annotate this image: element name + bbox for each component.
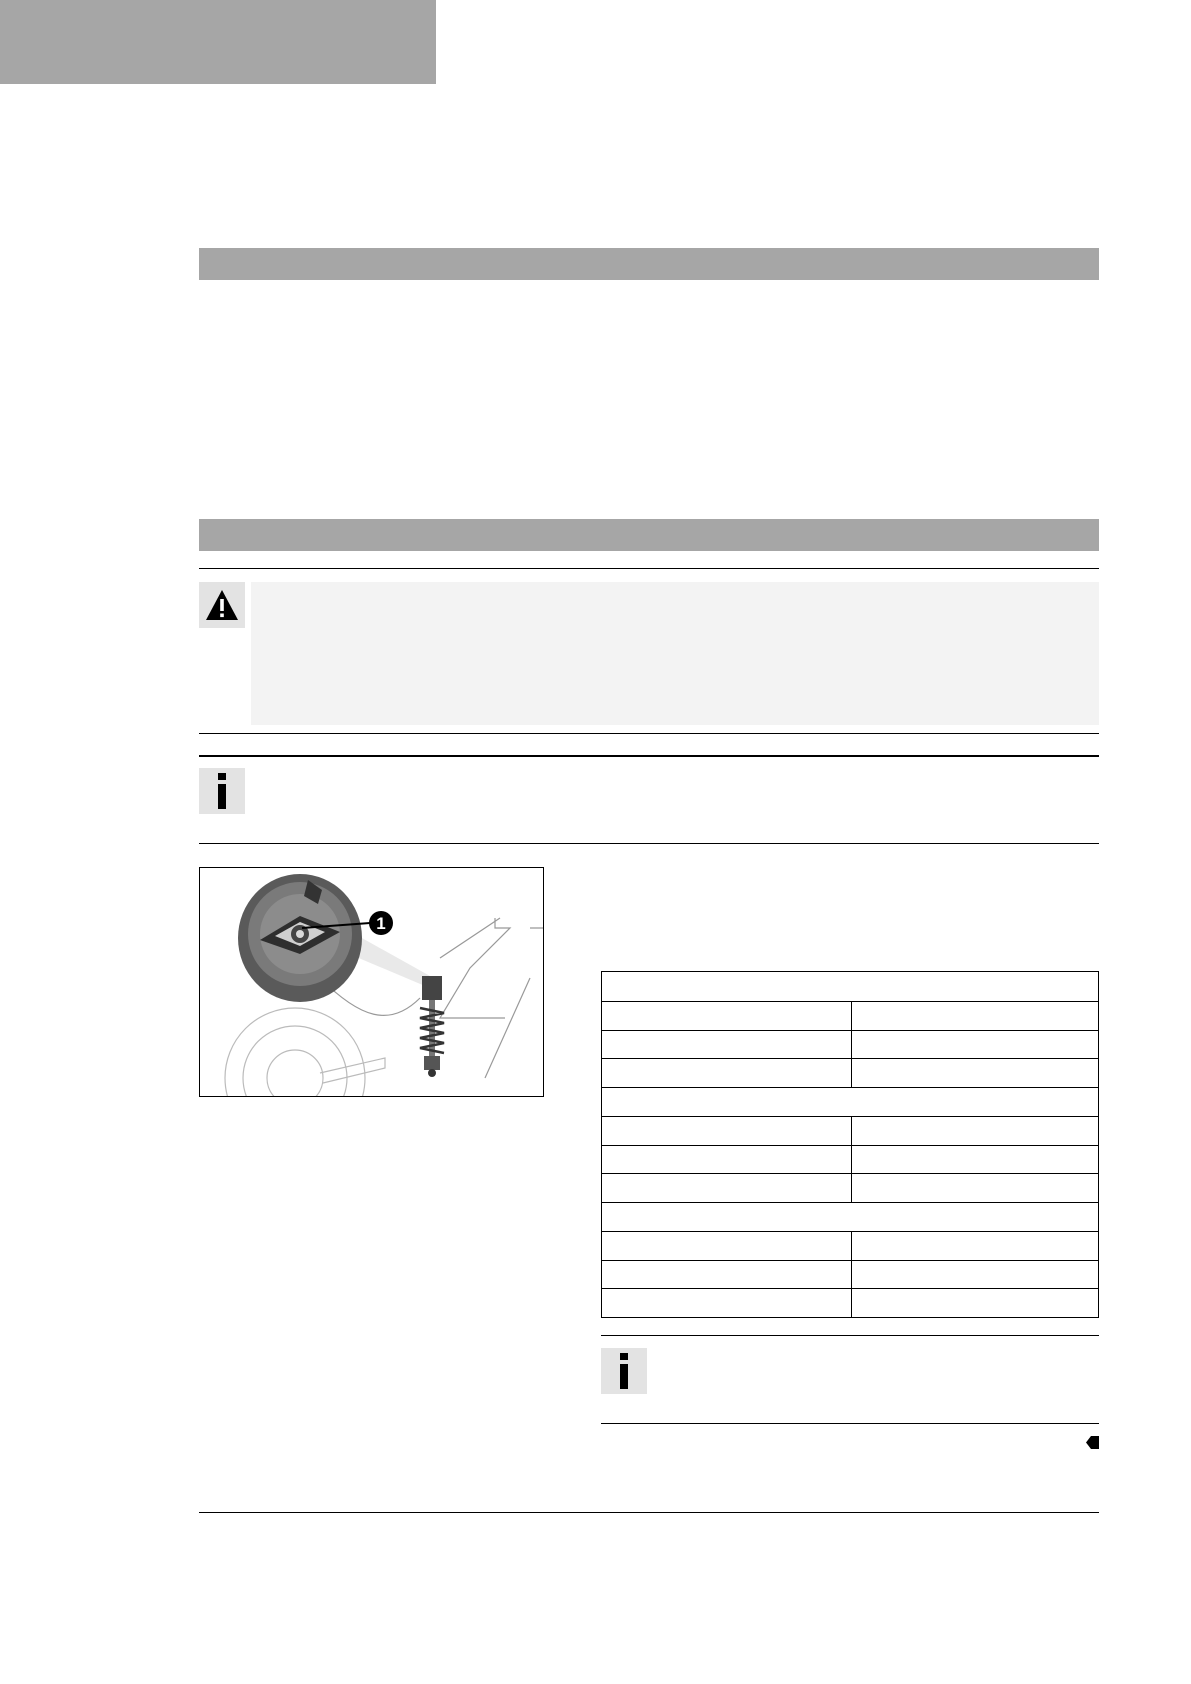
end-of-section-marker (1086, 1436, 1099, 1449)
info-top-rule (199, 755, 1099, 757)
spec-table-row (602, 1001, 1098, 1030)
spec-table-cell-divider (851, 1174, 852, 1202)
spec-table-row (602, 1231, 1098, 1260)
info-bottom-rule (199, 843, 1099, 844)
spec-table-row (602, 1260, 1098, 1289)
info-icon (214, 773, 230, 809)
section-heading-bar-1 (199, 248, 1099, 280)
header-tab (0, 0, 436, 84)
spec-table-cell-divider (851, 1289, 852, 1317)
spec-table (601, 971, 1099, 1318)
spec-table-cell-divider (851, 1232, 852, 1260)
section-heading-bar-2 (199, 519, 1099, 551)
callout-number: 1 (376, 914, 386, 933)
info-icon (616, 1353, 632, 1389)
spec-table-row (602, 1288, 1098, 1317)
warning-top-rule (199, 568, 1099, 569)
shock-absorber-figure (199, 867, 544, 1097)
warning-icon-box (199, 582, 245, 628)
warning-triangle-icon (204, 588, 240, 622)
info-2-icon-box (601, 1348, 647, 1394)
info-icon-box (199, 768, 245, 814)
spec-table-row (602, 1058, 1098, 1087)
spec-table-cell-divider (851, 1146, 852, 1174)
spec-table-group-row (602, 972, 1098, 1001)
spec-table-cell-divider (851, 1261, 852, 1289)
footer-rule (199, 1512, 1099, 1513)
warning-bottom-rule (199, 733, 1099, 734)
spec-table-row (602, 1116, 1098, 1145)
spec-table-cell-divider (851, 1059, 852, 1087)
spec-table-cell-divider (851, 1031, 852, 1059)
shock-absorber-illustration (200, 868, 543, 1096)
spec-table-row (602, 1145, 1098, 1174)
spec-table-row (602, 1173, 1098, 1202)
info-2-top-rule (601, 1335, 1099, 1336)
spec-table-cell-divider (851, 1117, 852, 1145)
warning-panel (251, 582, 1099, 725)
spec-table-group-row (602, 1202, 1098, 1231)
info-2-bottom-rule (601, 1423, 1099, 1424)
end-of-section-arrow-icon (1086, 1436, 1099, 1449)
spec-table-cell-divider (851, 1002, 852, 1030)
spec-table-row (602, 1030, 1098, 1059)
spec-table-group-row (602, 1087, 1098, 1116)
